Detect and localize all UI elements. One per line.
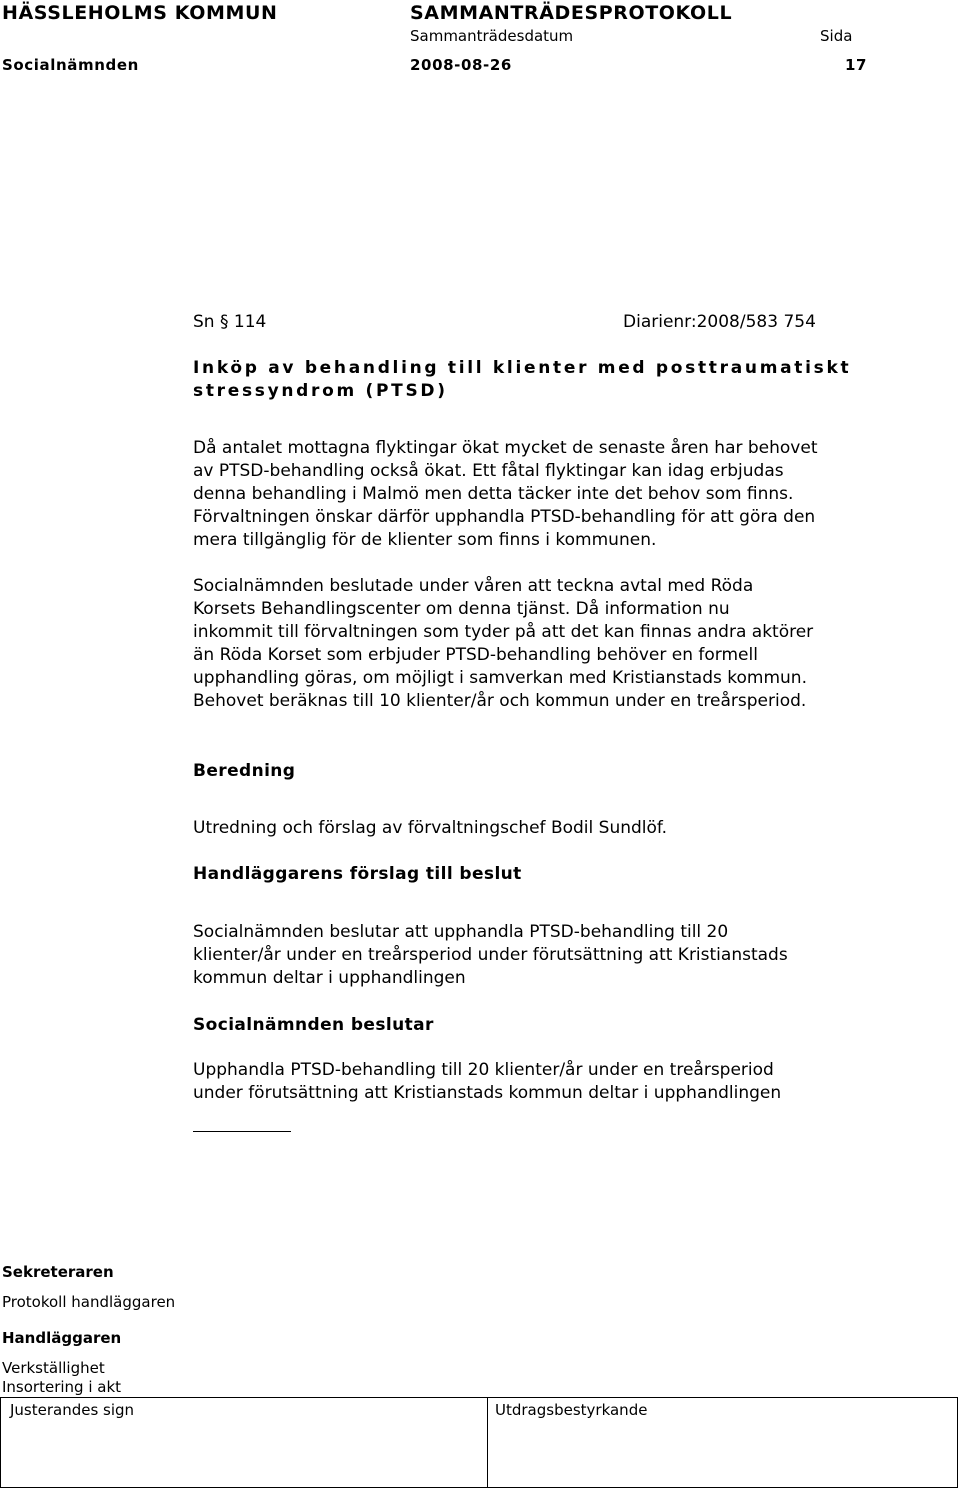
secretary-label: Sekreteraren: [2, 1263, 114, 1281]
text-line: klienter/år under en treårsperiod under förutsättning att Kristianstads: [193, 945, 788, 965]
text-line: inkommit till förvaltningen som tyder på att det kan finnas andra aktörer: [193, 622, 814, 642]
decision-text: [193, 1059, 781, 1105]
signature-box-divider: [487, 1397, 488, 1488]
execution-label: Verkställighet: [2, 1359, 105, 1377]
date-label: Sammanträdesdatum: [410, 27, 574, 45]
text-line: Behovet beräknas till 10 klienter/år och kommun under en treårsperiod.: [193, 691, 807, 711]
page-label: Sida: [820, 27, 853, 45]
signature-box-right: [957, 1397, 958, 1488]
municipality-name: HÄSSLEHOLMS KOMMUN: [2, 2, 278, 24]
meeting-date: 2008-08-26: [410, 56, 512, 74]
text-line: Förvaltningen önskar därför upphandla PTSD-behandling för att göra den: [193, 507, 816, 527]
end-rule: [193, 1131, 291, 1132]
decision-heading: Socialnämnden beslutar: [193, 1015, 434, 1035]
handler-label: Handläggaren: [2, 1329, 122, 1347]
text-line: Socialnämnden beslutar att upphandla PTSD-behandling till 20: [193, 922, 729, 942]
case-title-line-1: Inköp av behandling till klienter med posttraumatiskt: [193, 358, 852, 378]
signature-box-bottom: [0, 1487, 958, 1488]
page-number: 17: [845, 56, 868, 74]
beredning-heading: Beredning: [193, 761, 296, 781]
diary-number: Diarienr:2008/583 754: [623, 312, 816, 332]
protocol-handler-label: Protokoll handläggaren: [2, 1293, 176, 1311]
paragraph-1: [193, 437, 818, 552]
proposal-text: [193, 921, 788, 990]
text-line: Socialnämnden beslutade under våren att teckna avtal med Röda: [193, 576, 754, 596]
case-title-line-2: stressyndrom (PTSD): [193, 381, 448, 401]
text-line: Korsets Behandlingscenter om denna tjänst. Då information nu: [193, 599, 730, 619]
text-line: Upphandla PTSD-behandling till 20 klienter/år under en treårsperiod: [193, 1060, 774, 1080]
text-line: av PTSD-behandling också ökat. Ett fåtal flyktingar kan idag erbjudas: [193, 461, 784, 481]
text-line: upphandling göras, om möjligt i samverkan med Kristianstads kommun.: [193, 668, 807, 688]
text-line: än Röda Korset som erbjuder PTSD-behandling behöver en formell: [193, 645, 758, 665]
filing-label: Insortering i akt: [2, 1378, 122, 1396]
paragraph-number: Sn § 114: [193, 312, 267, 332]
document-type: SAMMANTRÄDESPROTOKOLL: [410, 2, 733, 24]
text-line: denna behandling i Malmö men detta täcker inte det behov som finns.: [193, 484, 794, 504]
proposal-heading: Handläggarens förslag till beslut: [193, 864, 522, 884]
signature-box-top: [0, 1397, 958, 1398]
beredning-text: Utredning och förslag av förvaltningschef Bodil Sundlöf.: [193, 818, 668, 838]
justerandes-sign-label: Justerandes sign: [10, 1401, 135, 1419]
paragraph-2: [193, 575, 813, 713]
text-line: kommun deltar i upphandlingen: [193, 968, 466, 988]
text-line: under förutsättning att Kristianstads kommun deltar i upphandlingen: [193, 1083, 782, 1103]
text-line: mera tillgänglig för de klienter som finns i kommunen.: [193, 530, 657, 550]
signature-box-left: [0, 1397, 1, 1488]
committee-name: Socialnämnden: [2, 56, 139, 74]
utdragsbestyrkande-label: Utdragsbestyrkande: [495, 1401, 648, 1419]
text-line: Då antalet mottagna flyktingar ökat mycket de senaste åren har behovet: [193, 438, 818, 458]
